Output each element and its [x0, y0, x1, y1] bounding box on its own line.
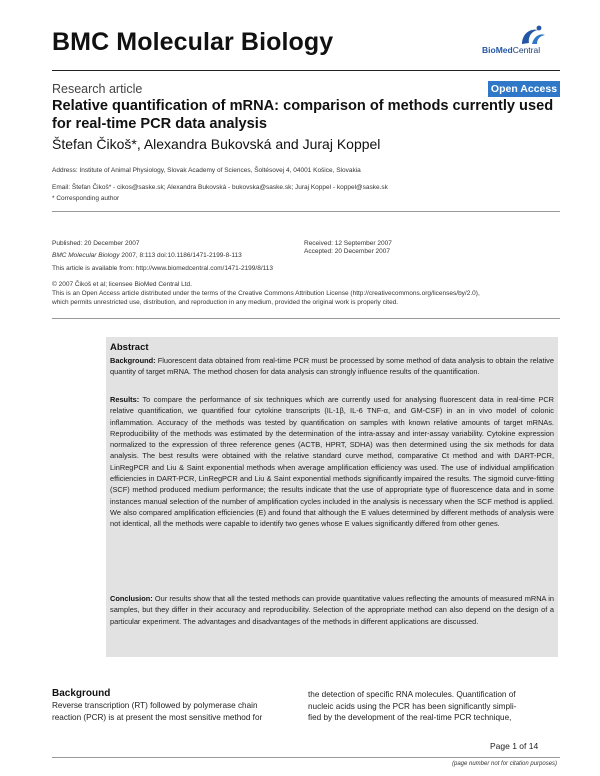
logo-bio: BioMed	[482, 45, 513, 55]
meta-divider-top	[52, 211, 560, 212]
citation-journal: BMC Molecular Biology	[52, 252, 120, 259]
footer-divider	[52, 757, 560, 758]
corresponding-author-note: * Corresponding author	[52, 195, 120, 202]
article-url[interactable]: This article is available from: http://www.biomedcentral.com/1471-2199/8/113	[52, 265, 273, 272]
body-right-line: fied by the development of the real-time PCR technique,	[308, 713, 512, 722]
citation-details: 2007, 8:113 doi:10.1186/1471-2199-8-113	[121, 252, 242, 259]
abstract-results-text: To compare the performance of six techniques which are currently used for analysing fluorescent data in real-time PCR relative quantification, we quantified four cytokine transcripts (IL-1β, IL-6 TNF-α, and GM-CSF) in an in vivo model of colonic inflammation. Accuracy of the methods was tested by quantification on samples with known relative amounts of target mRNAs. Reproducibility of the methods was estimated by the determination of the intra-assay and inter-assay variability. Cytokine expression normalized to the expression of three reference genes (ACTB, HPRT, SDHA) was then determined using the six methods for data analysis. The best results were obtained with the relative standard curve method, comparative Ct method and with DART-PCR, LinRegPCR and Liu & Saint exponential methods when average amplification efficiency was used. The use of individual amplification efficiencies in DART-PCR, LinRegPCR and Liu & Saint exponential methods significantly impaired the results. The sigmoid curve-fitting (SCF) method produced medium performance; the results indicate that the use of appropriate type of fluorescence data and in some instances manual selection of the number of amplification cycles included in the analysis is necessary when the SCF method is applied. We also compared amplification efficiencies (E) and found that although the E values determined by different methods of analysis were not identical, all the methods were capable to identify two genes whose E values significantly differed from other genes.	[110, 395, 555, 529]
abstract-conclusion-text: Our results show that all the tested methods can provide quantitative values reflecting the amounts of measured mRNA in samples, but they differ in their accuracy and reproducibility. Selection of the appropriate method can also depend on the design of a particular experiment. The advantages and disadvantages of the methods in different applications are discussed.	[110, 594, 554, 626]
logo-wordmark	[482, 45, 540, 55]
body-left-column	[52, 700, 298, 723]
article-title: Relative quantification of mRNA: comparison of methods currently used for real-time PCR data analysis	[52, 98, 554, 132]
author-address: Address: Institute of Animal Physiology, Slovak Academy of Sciences, Šoltésovej 4, 04001 Košice, Slovakia	[52, 167, 361, 174]
body-right-column	[308, 689, 560, 724]
page-number: Page 1 of 14	[490, 741, 539, 751]
abstract-background-label: Background:	[110, 356, 156, 365]
body-left-line: Reverse transcription (RT) followed by polymerase chain	[52, 701, 258, 710]
header-divider	[52, 70, 560, 71]
author-emails: Email: Štefan Čikoš* - cikos@saske.sk; Alexandra Bukovská - bukovska@saske.sk; Juraj Koppel - koppel@saske.sk	[52, 184, 388, 191]
page-number-note: (page number not for citation purposes)	[452, 761, 558, 767]
body-left-line: reaction (PCR) is at present the most sensitive method for	[52, 712, 263, 722]
background-heading: Background	[52, 688, 111, 699]
abstract-background-text: Fluorescent data obtained from real-time PCR must be processed by some method of data analysis to obtain the relative quantity of target mRNA. The method chosen for data analysis can strongly influence results of the quantification.	[110, 356, 554, 377]
journal-title: BMC Molecular Biology	[52, 28, 334, 56]
license-line-2: which permits unrestricted use, distribution, and reproduction in any medium, provided the original work is properly cited.	[52, 299, 399, 306]
abstract-results-label: Results:	[110, 395, 140, 404]
meta-divider-bottom	[52, 318, 560, 319]
biomed-central-logo	[482, 24, 560, 58]
open-access-badge: Open Access	[488, 81, 560, 97]
abstract-conclusion	[110, 593, 554, 627]
abstract-background	[110, 355, 554, 378]
published-date: Published: 20 December 2007	[52, 240, 140, 247]
article-type: Research article	[52, 82, 143, 96]
abstract-box	[106, 337, 558, 657]
logo-central: Central	[512, 45, 541, 55]
abstract-heading: Abstract	[110, 342, 149, 353]
article-authors: Štefan Čikoš*, Alexandra Bukovská and Juraj Koppel	[52, 136, 381, 152]
abstract-conclusion-label: Conclusion:	[110, 594, 153, 603]
abstract-results	[110, 394, 554, 530]
received-date: Received: 12 September 2007	[304, 240, 392, 247]
accepted-date: Accepted: 20 December 2007	[304, 248, 390, 255]
body-right-line: the detection of specific RNA molecules. Quantification of	[308, 690, 516, 699]
license-line-1: This is an Open Access article distributed under the terms of the Creative Commons Attribution License (http://creativecommons.org/licenses/by/2.0),	[52, 290, 480, 297]
copyright: © 2007 Čikoš et al; licensee BioMed Central Ltd.	[52, 281, 192, 288]
citation	[52, 251, 242, 260]
body-right-line: nucleic acids using the PCR has been significantly simpli-	[308, 701, 517, 711]
